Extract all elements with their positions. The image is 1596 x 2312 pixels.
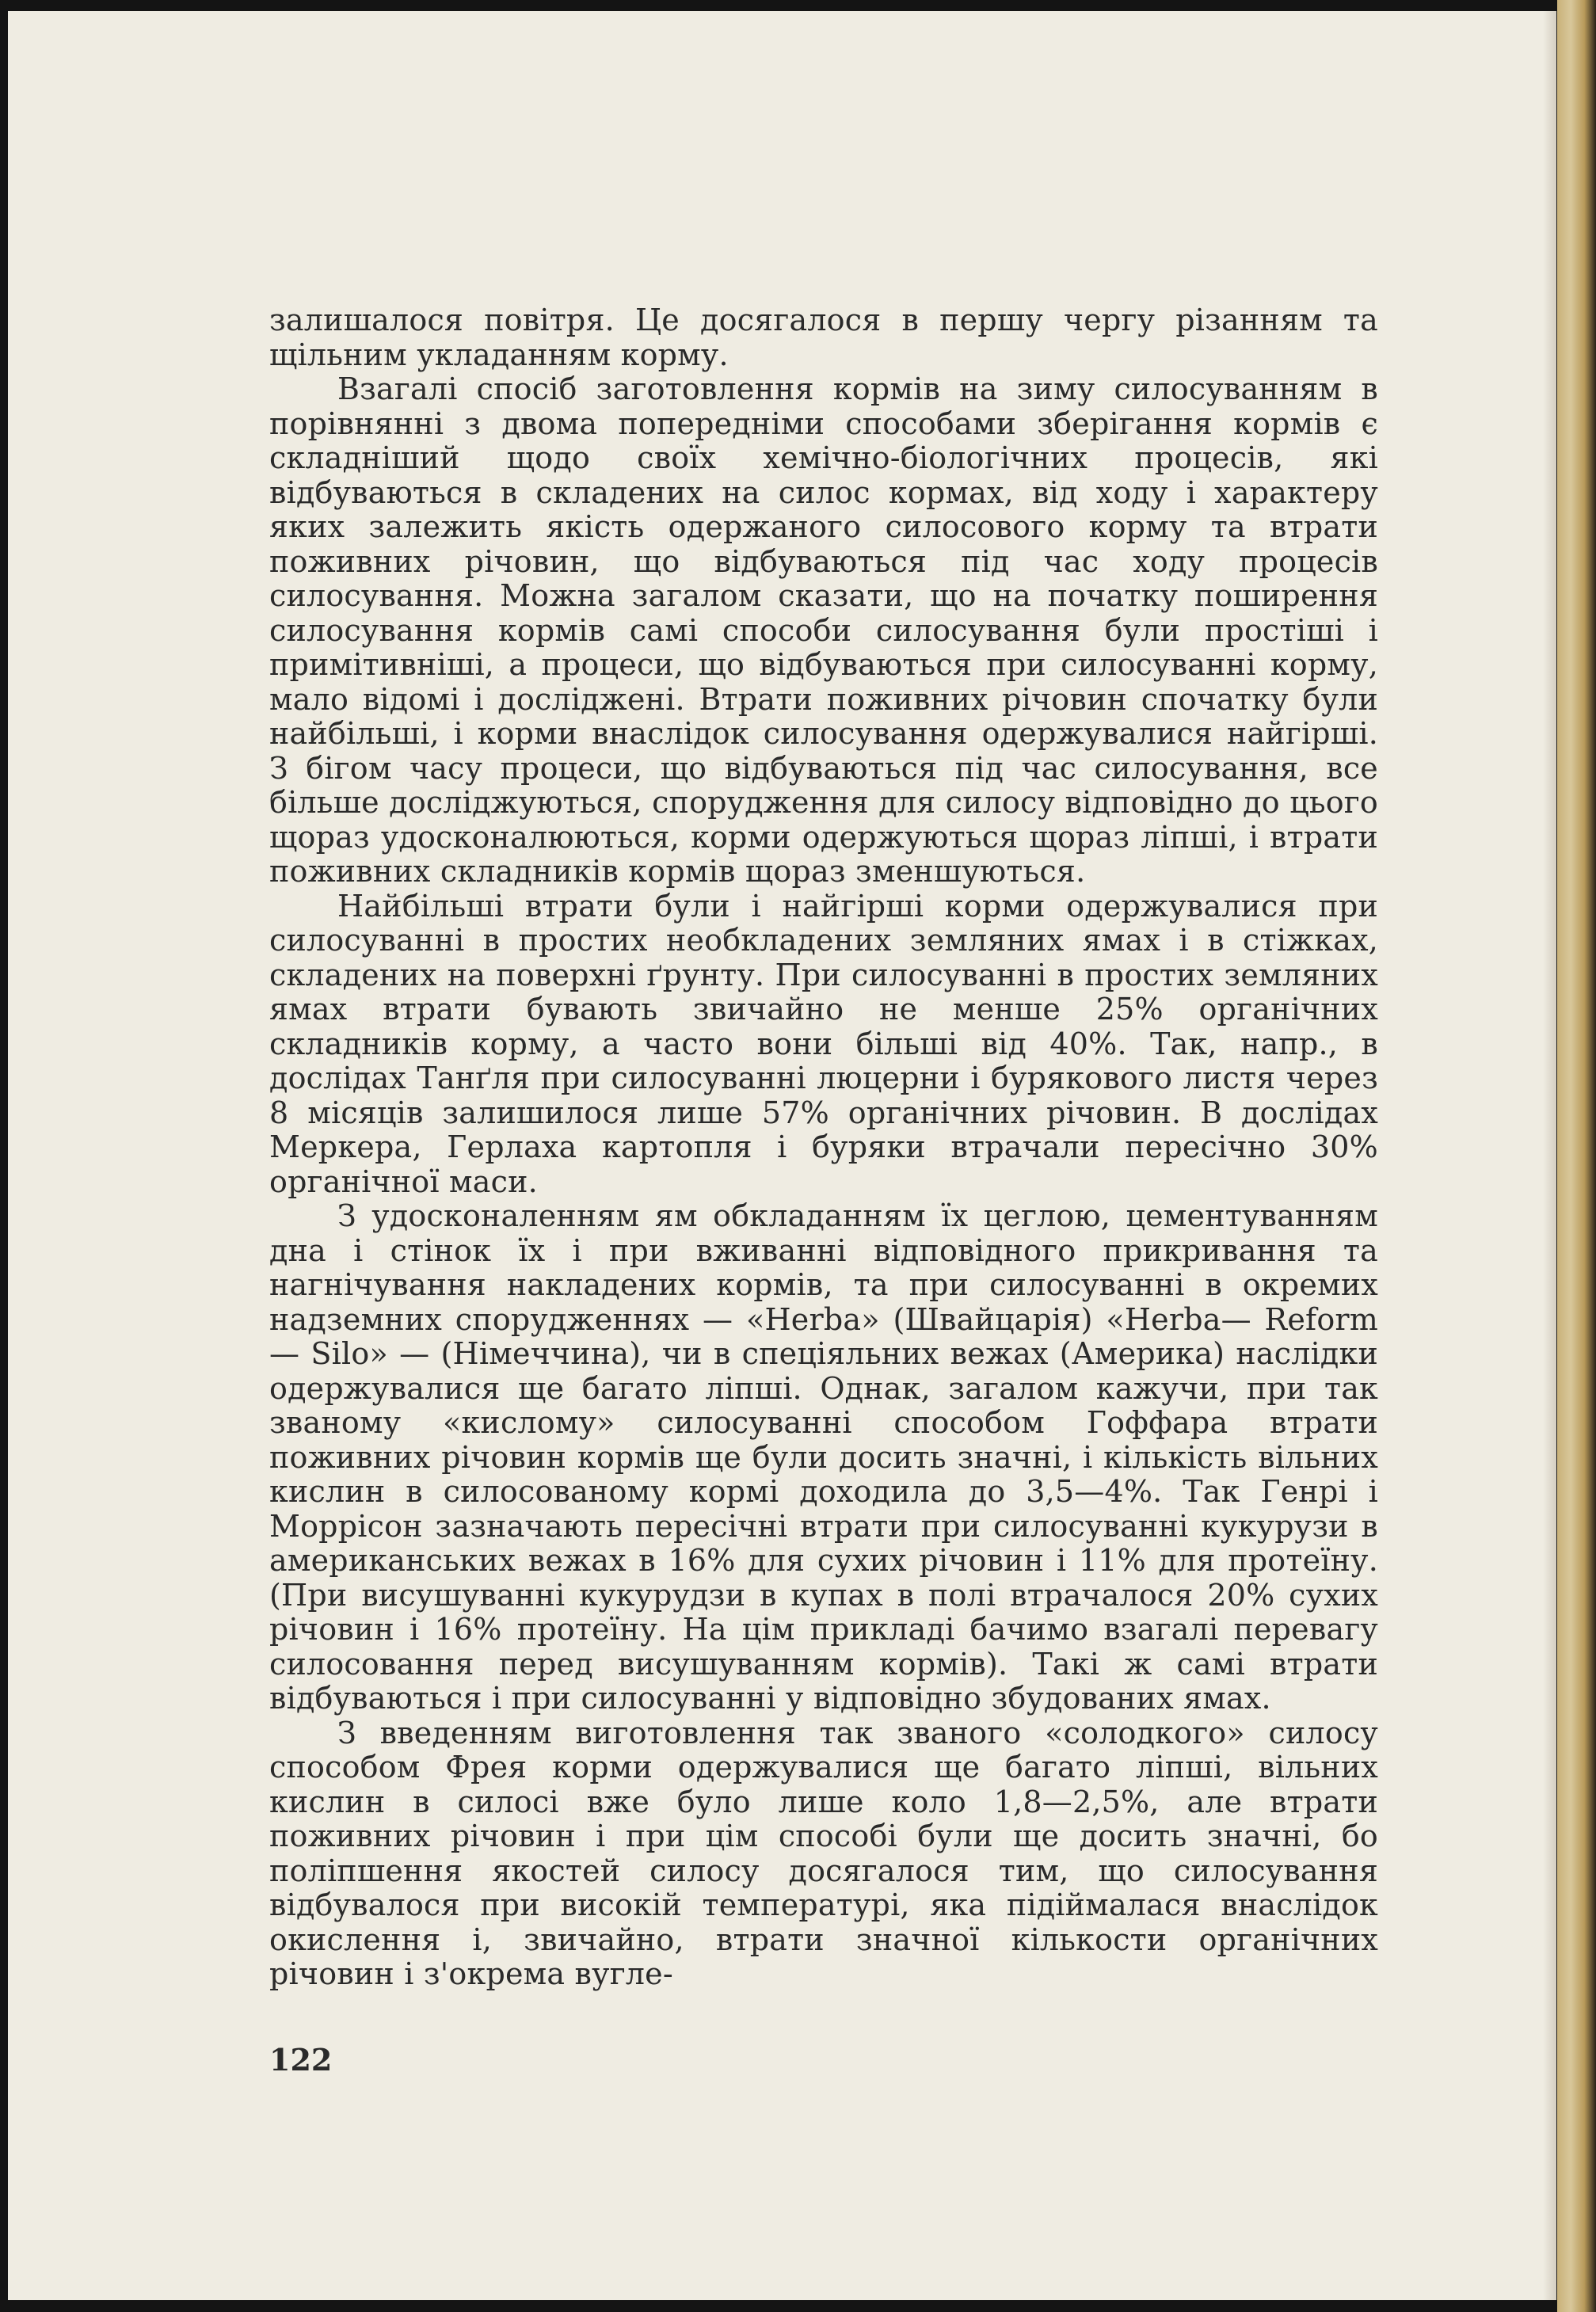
page-number: 122	[269, 2042, 333, 2078]
paragraph: Взагалі спосіб заготовлення кормів на зиму силосуванням в порівнянні з двома попередніми способами зберігання кормів є складніший щодо своїх хемічно-біологічних процесів, які відбуваються в складених на силос кормах, від ходу і характеру яких залежить якість одержаного силосового корму та втрати поживних річовин, що відбуваються під час ходу процесів силосування. Можна загалом сказати, що на початку поширення силосування кормів самі способи силосування були простіші і примітивніші, а процеси, що відбуваються при силосуванні корму, мало відомі і досліджені. Втрати поживних річовин спочатку були найбільші, і корми внаслідок силосування одержувалися найгірші. З бігом часу процеси, що відбуваються під час силосування, все більше досліджуються, спорудження для силосу відповідно до цього щораз удосконалюються, корми одержуються щораз ліпші, і втрати поживних складників кормів щораз зменшуються.	[269, 371, 1378, 889]
book-spine	[1557, 0, 1596, 2312]
page-gutter-shadow	[1543, 11, 1557, 2300]
paragraph: З введенням виготовлення так званого «солодкого» силосу способом Фрея корми одержувалися ще багато ліпші, вільних кислин в силосі вже було лише коло 1,8—2,5%, але втрати поживних річовин і при цім способі були ще досить значні, бо поліпшення якостей силосу досягалося тим, що силосування відбувалося при високій температурі, яка підіймалася внаслідок окислення і, звичайно, втрати значної кількости органічних річовин і з'окрема вугле-	[269, 1715, 1378, 1991]
paragraph: Найбільші втрати були і найгірші корми одержувалися при силосуванні в простих необкладених земляних ямах і в стіжках, складених на поверхні ґрунту. При силосуванні в простих земляних ямах втрати бувають звичайно не менше 25% органічних складників корму, а часто вони більші від 40%. Так, напр., в дослідах Танґля при силосуванні люцерни і бурякового листя через 8 місяців залишилося лише 57% органічних річовин. В дослідах Меркера, Герлаха картопля і буряки втрачали пересічно 30% органічної маси.	[269, 888, 1378, 1199]
paragraph-continued: залишалося повітря. Це досягалося в першу чергу різанням та щільним укладанням корму.	[269, 303, 1378, 372]
paragraph: З удосконаленням ям обкладанням їх цеглою, цементуванням дна і стінок їх і при вживанні відповідного прикривання та нагнічування накладених кормів, та при силосуванні в окремих надземних спорудженнях — «Herba» (Швайцарія) «Herba— Reform — Silo» — (Німеччина), чи в спеціяльних вежах (Америка) наслідки одержувалися ще багато ліпші. Однак, загалом кажучи, при так званому «кислому» силосуванні способом Гоффара втрати поживних річовин кормів ще були досить значні, і кількість вільних кислин в силосованому кормі доходила до 3,5—4%. Так Генрі і Моррісон зазначають пересічні втрати при силосуванні кукурузи в американських вежах в 16% для сухих річовин і 11% для протеїну. (При висушуванні кукурудзи в купах в полі втрачалося 20% сухих річовин і 16% протеїну. На цім прикладі бачимо взагалі перевагу силосовання перед висушуванням кормів). Такі ж самі втрати відбуваються і при силосуванні у відповідно збудованих ямах.	[269, 1198, 1378, 1716]
body-text	[269, 303, 1378, 1992]
